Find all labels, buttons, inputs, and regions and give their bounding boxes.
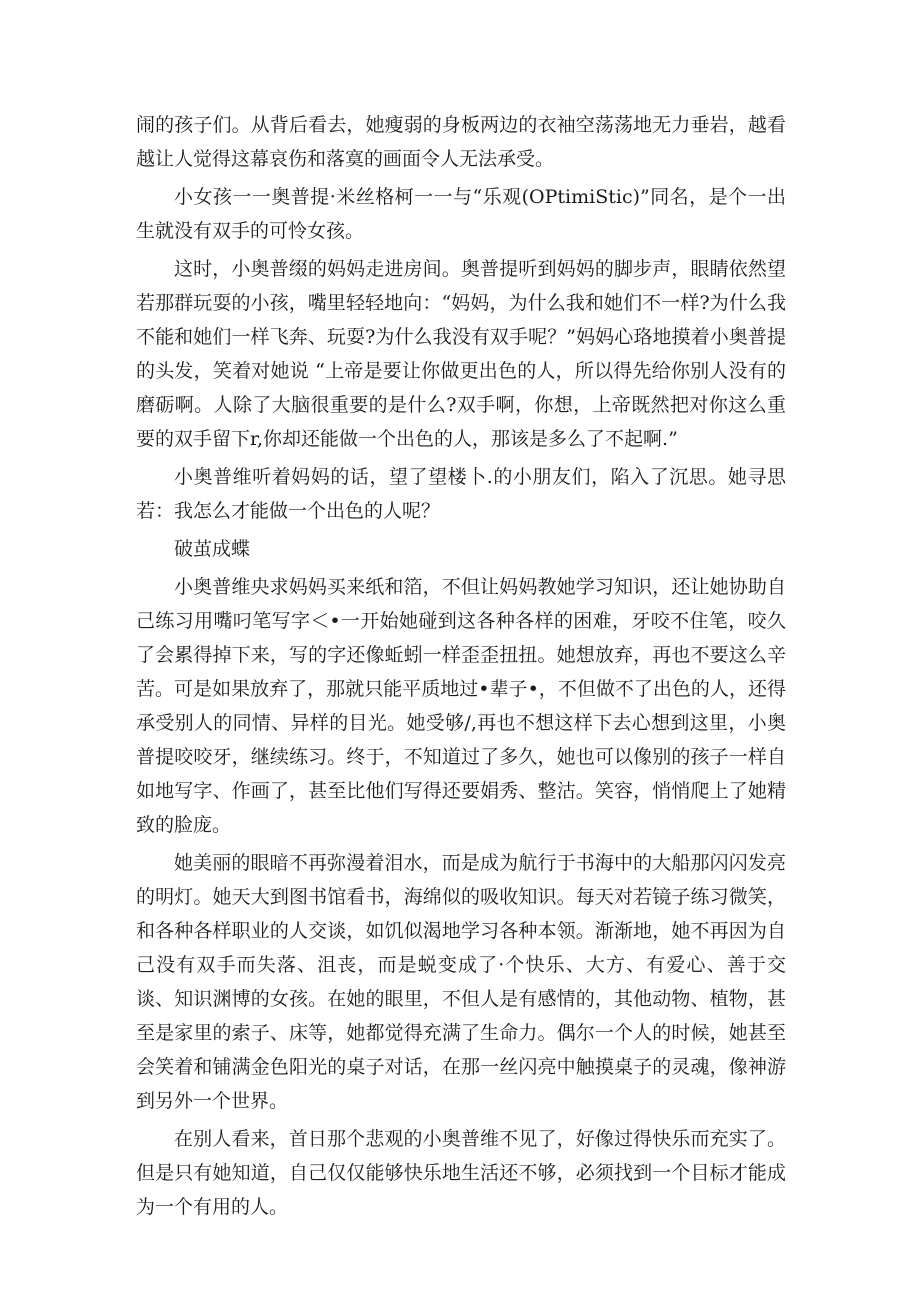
paragraph: 这时，小奥普缀的妈妈走进房间。奥普提听到妈妈的脚步声，眼睛依然望若那群玩耍的小孩，嘴里轻轻地向：“妈妈，为什么我和她们不一样?为什么我不能和她们一样飞奔、玩耍?为什么我没有双手呢？”妈妈心珞地摸着小奥普提的头发，笑着对她说 “上帝是要让你做更出色的人，所以得先给你别人没有的磨砺啊。人除了大脑很重要的是什么?双手啊，你想，上帝既然把对你这么重要的双手留下r,你却还能做一个出色的人，那该是多么了不起啊.” xyxy=(136,258,786,450)
paragraph: 小奥普维央求妈妈买来纸和箔，不但让妈妈教她学习知识，还让她协助自己练习用嘴叼笔写字＜•一开始她碰到这各种各样的困难，牙咬不住笔，咬久了会累得掉下来，写的字还像蚯蚓一样歪歪扭扭。她想放弃，再也不要这么辛苦。可是如果放弃了，那就只能平质地过•辈子•，不但做不了出色的人，还得承受别人的同情、异样的目光。她受够/,再也不想这样下去心想到这里，小奥普提咬咬牙，继续练习。终于，不知道过了多久，她也可以像别的孩子一样自如地写字、作画了，甚至比他们写得还要娟秀、整沽。笑容，悄悄爬上了她精致的脸庞。 xyxy=(136,576,786,836)
paragraph: 她美丽的眼暗不再弥漫着泪水，而是成为航行于书海中的大船那闪闪发亮的明灯。她天大到图书馆看书，海绵似的吸收知识。每天对若镜子练习微笑，和各种各样职业的人交谈，如饥似渴地学习各种本领。渐渐地，她不再因为自己没有双手而失落、沮丧，而是蜕变成了·个快乐、大方、有爱心、善于交谈、知识渊博的女孩。在她的眼里，不但人是有感情的，其他动物、植物，甚至是家里的索子、床等，她都觉得充满了生命力。偶尔一个人的时候，她甚至会笑着和铺满金色阳光的桌子对话，在那一丝闪亮中触摸桌子的灵魂，像神游到另外一个世界。 xyxy=(136,852,786,1112)
paragraph: 在别人看来，首日那个悲观的小奥普维不见了，好像过得快乐而充实了。但是只有她知道，自己仅仅能够快乐地生活还不够，必须找到一个目标才能成为一个有用的人。 xyxy=(136,1128,786,1218)
paragraph: 闹的孩子们。从背后看去，她瘦弱的身板两边的衣袖空荡荡地无力垂岩，越看越让人觉得这幕哀伤和落寞的画面令人无法承受。 xyxy=(136,114,786,170)
section-heading: 破茧成蝶 xyxy=(174,538,251,560)
paragraph: 小女孩一一奥普提·米丝格柯一一与“乐观(OPtimiStic)”同名，是个一出生就没有双手的可怜女孩。 xyxy=(136,186,786,242)
document-body xyxy=(136,108,786,1228)
paragraph: 小奥普维听着妈妈的话，望了望楼卜.的小朋友们，陷入了沉思。她寻思若：我怎么才能做一个出色的人呢？ xyxy=(136,466,786,522)
